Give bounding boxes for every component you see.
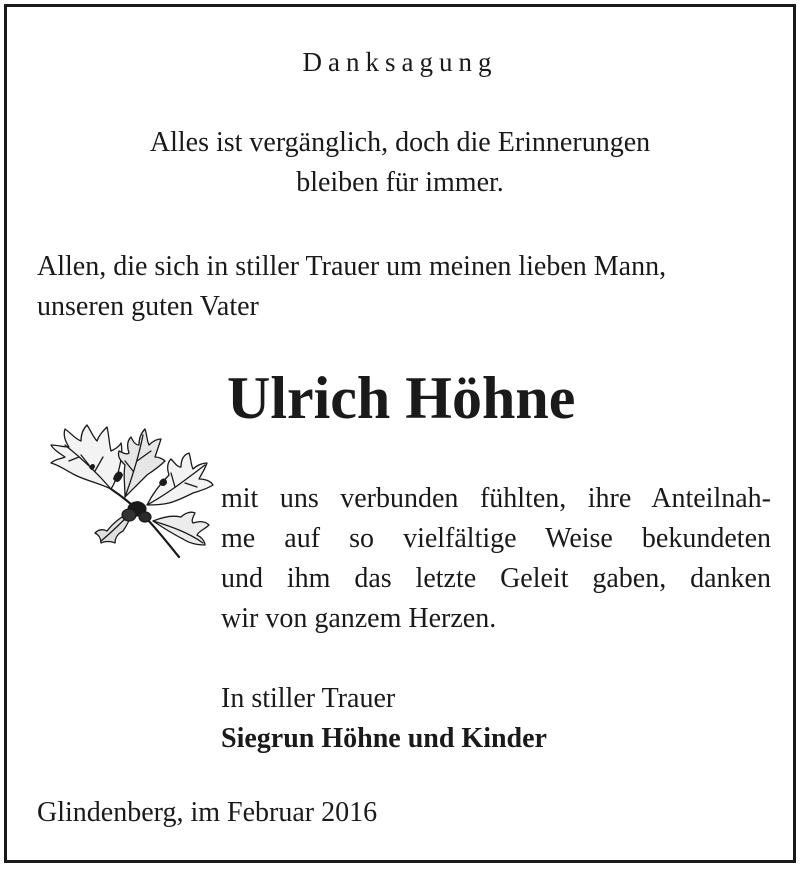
signoff-phrase: In stiller Trauer [221, 683, 396, 714]
gratitude-line: und ihm das letzte Geleit gaben, danken [221, 563, 771, 594]
deceased-name: Ulrich Höhne [227, 365, 576, 431]
intro-line: Allen, die sich in stiller Trauer um meinen lieben Mann, [37, 251, 667, 282]
notice-heading: Danksagung [302, 47, 498, 77]
motto-line: Alles ist vergänglich, doch die Erinnerungen [149, 127, 651, 158]
gratitude-line: me auf so vielfältige Weise bekundeten [221, 523, 771, 554]
obituary-notice [4, 4, 796, 863]
mourners-names: Siegrun Höhne und Kinder [221, 723, 547, 754]
intro-line: unseren guten Vater [37, 291, 259, 322]
gratitude-line: wir von ganzem Herzen. [221, 603, 497, 634]
oak-leaves-icon [29, 405, 229, 565]
motto-line: bleiben für immer. [296, 167, 504, 198]
intro-text [37, 247, 771, 327]
place-date: Glindenberg, im Februar 2016 [37, 797, 378, 828]
signoff [221, 679, 547, 759]
motto [7, 123, 793, 203]
gratitude-text [221, 479, 771, 639]
gratitude-line: mit uns verbunden fühlten, ihre Anteilnah- [221, 483, 771, 514]
